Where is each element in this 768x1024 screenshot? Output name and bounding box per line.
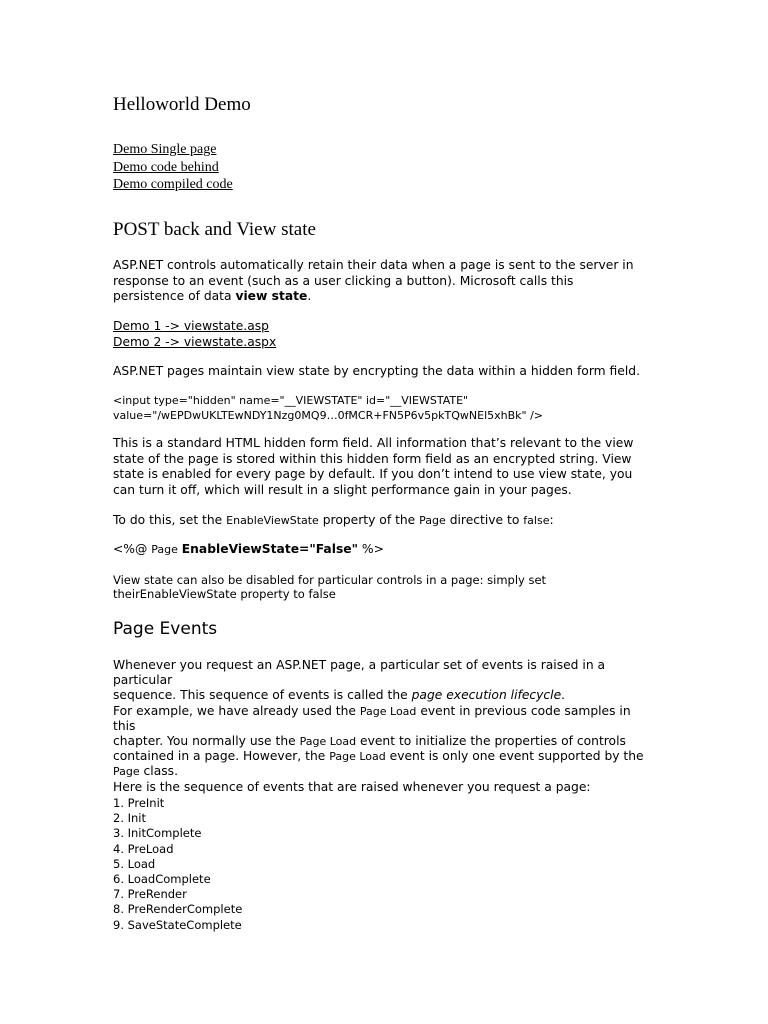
list-item: 1. PreInit	[113, 796, 165, 810]
code-false: false	[523, 514, 550, 527]
text-line: this	[113, 718, 136, 733]
link-demo-compiled-code[interactable]: Demo compiled code	[113, 177, 233, 192]
helloworld-demo-links	[113, 141, 233, 194]
page-directive-code: <%@ Page EnableViewState="False" %>	[113, 542, 384, 556]
code-page: Page	[419, 514, 446, 527]
text-line: chapter. You normally use the Page Load event to initialize the properties of controls	[113, 734, 626, 749]
list-item: 8. PreRenderComplete	[113, 902, 243, 917]
text-line: contained in a page. However, the Page Load event is only one event supported by the	[113, 749, 644, 764]
text-line: state is enabled for every page by default. If you don’t intend to use view state, you	[113, 467, 633, 481]
text-line: can turn it off, which will result in a slight performance gain in your pages.	[113, 482, 572, 497]
link-demo-2-viewstate-aspx[interactable]: Demo 2 -> viewstate.aspx	[113, 334, 277, 349]
bold-enableviewstate-false: EnableViewState="False"	[181, 542, 359, 556]
list-item: 6. LoadComplete	[113, 872, 211, 887]
link-demo-single-page[interactable]: Demo Single page	[113, 142, 217, 157]
text-line: Here is the sequence of events that are raised whenever you request a page:	[113, 779, 591, 794]
paragraph-hidden-form-field	[113, 436, 633, 498]
paragraph-to-do-this: To do this, set the EnableViewState property of the Page directive to false:	[113, 513, 554, 527]
italic-page-execution-lifecycle: page execution lifecycle	[411, 688, 562, 703]
paragraph-view-state-intro	[113, 258, 634, 305]
link-demo-1-viewstate-asp[interactable]: Demo 1 -> viewstate.asp	[113, 319, 269, 333]
text-line: theirEnableViewState property to false	[113, 587, 336, 601]
heading-page-events: Page Events	[113, 619, 218, 639]
list-item: 4. PreLoad	[113, 841, 174, 856]
list-item: 5. Load	[113, 856, 156, 871]
text-line: response to an event (such as a user clicking a button). Microsoft calls this	[113, 273, 574, 288]
paragraph-page-events	[113, 658, 644, 795]
page-events-list	[113, 796, 242, 933]
list-item: 2. Init	[113, 811, 147, 826]
heading-post-back-view-state: POST back and View state	[113, 219, 316, 240]
text-line: particular	[113, 673, 173, 688]
text-line: For example, we have already used the Page Load event in previous code samples in	[113, 703, 631, 718]
text-line: View state can also be disabled for particular controls in a page: simply set	[113, 573, 547, 587]
paragraph-disable-view-state	[113, 573, 546, 601]
hidden-input-code	[113, 394, 543, 423]
bold-view-state: view state	[235, 289, 308, 303]
text-line: state of the page is stored within this hidden form field as an encrypted string. View	[113, 451, 632, 466]
text-line: Page class.	[113, 764, 178, 779]
list-item: 3. InitComplete	[113, 826, 202, 841]
paragraph-encrypt-view-state: ASP.NET pages maintain view state by encrypting the data within a hidden form field.	[113, 364, 640, 378]
text-line: This is a standard HTML hidden form field. All information that’s relevant to the view	[113, 436, 634, 450]
code-enableviewstate: EnableViewState	[226, 514, 319, 527]
list-item: 9. SaveStateComplete	[113, 917, 242, 932]
code-line: <input type="hidden" name="__VIEWSTATE" id="__VIEWSTATE"	[113, 394, 469, 407]
text-line: Whenever you request an ASP.NET page, a particular set of events is raised in a	[113, 658, 606, 672]
text-line: ASP.NET controls automatically retain their data when a page is sent to the server in	[113, 258, 634, 272]
code-line: value="/wEPDwUKLTEwNDY1Nzg0MQ9…0fMCR+FN5P6v5pkTQwNEl5xhBk" />	[113, 408, 543, 422]
text-line: sequence. This sequence of events is called the page execution lifecycle.	[113, 688, 566, 703]
list-item: 7. PreRender	[113, 887, 187, 902]
text-line: persistence of data view state.	[113, 289, 312, 303]
viewstate-demo-links	[113, 319, 276, 350]
heading-helloworld-demo: Helloworld Demo	[113, 94, 251, 115]
link-demo-code-behind[interactable]: Demo code behind	[113, 159, 219, 175]
